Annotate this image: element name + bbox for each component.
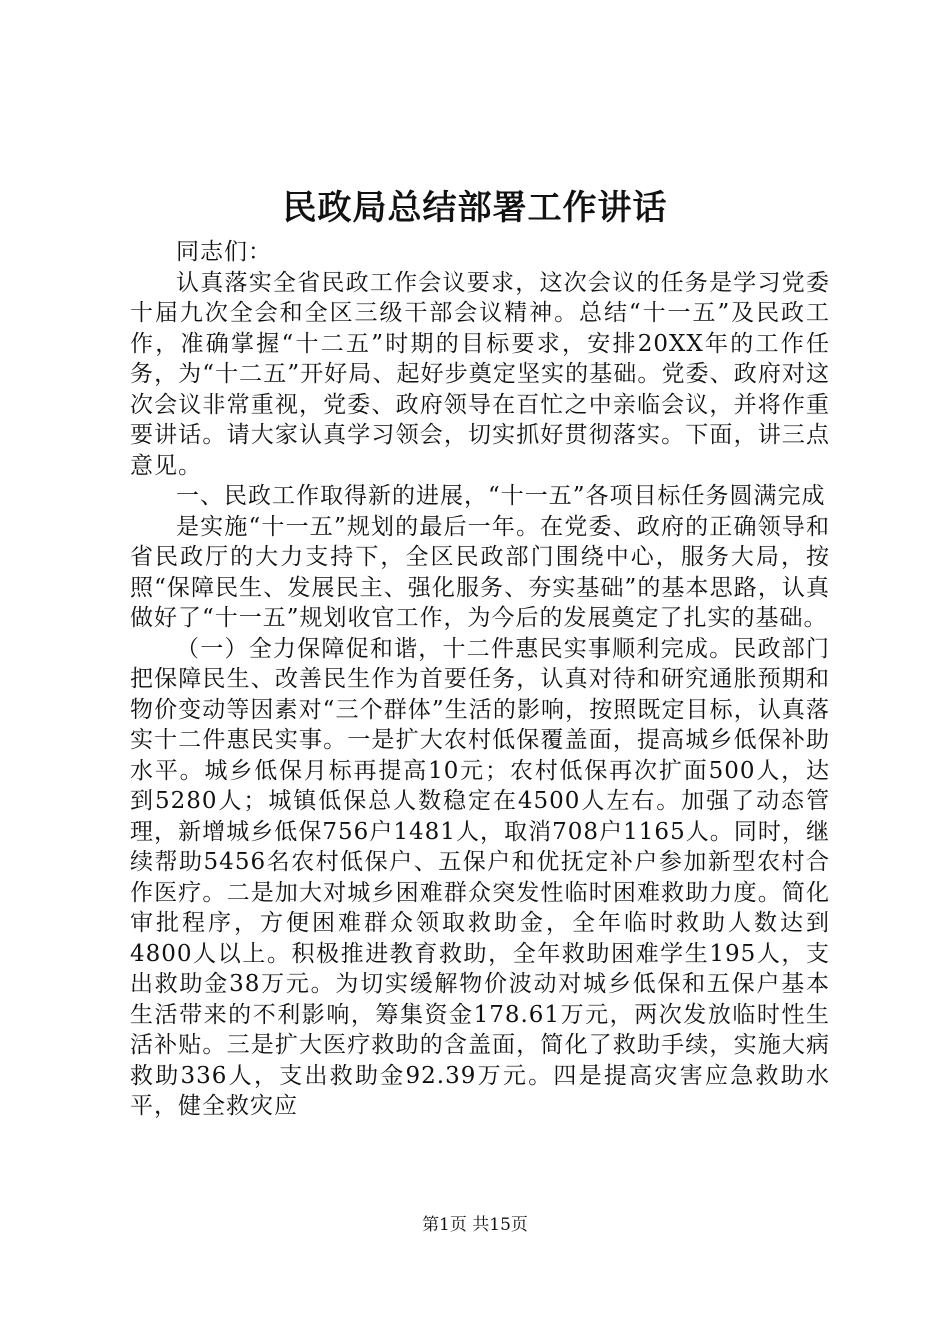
page-footer (0, 1213, 950, 1237)
paragraph-intro: 认真落实全省民政工作会议要求，这次会议的任务是学习党委十届九次全会和全区三级干部会议精神。总结“十一五”及民政工作，准确掌握“十二五”时期的目标要求，安排20XX年的工作任务，为“十二五”开好局、起好步奠定坚实的基础。党委、政府对这次会议非常重视，党委、政府领导在百忙之中亲临会议，并将作重要讲话。请大家认真学习领会，切实抓好贯彻落实。下面，讲三点意见。 (130, 269, 830, 479)
document-body (130, 237, 830, 1122)
page-number: 第1页 (422, 1215, 467, 1235)
document-title: 民政局总结部署工作讲话 (282, 188, 668, 228)
paragraph-summary: 是实施“十一五”规划的最后一年。在党委、政府的正确领导和省民政厅的大力支持下，全区民政部门围绕中心，服务大局，按照“保障民生、发展民主、强化服务、夯实基础”的基本思路，认真做好了“十一五”规划收官工作，为今后的发展奠定了扎实的基础。 (130, 513, 830, 631)
section-heading-1: 一、民政工作取得新的进展，“十一五”各项目标任务圆满完成 (176, 483, 826, 509)
paragraph-subsection-1: （一）全力保障促和谐，十二件惠民实事顺利完成。民政部门把保障民生、改善民生作为首要任务，认真对待和研究通胀预期和物价变动等因素对“三个群体”生活的影响，按照既定目标，认真落实十二件惠民实事。一是扩大农村低保覆盖面，提高城乡低保补助水平。城乡低保月标再提高10元；农村低保再次扩面500人，达到5280人；城镇低保总人数稳定在4500人左右。加强了动态管理，新增城乡低保756户1481人，取消708户1165人。同时，继续帮助5456名农村低保户、五保户和优抚定补户参加新型农村合作医疗。二是加大对城乡困难群众突发性临时困难救助力度。简化审批程序，方便困难群众领取救助金，全年临时救助人数达到4800人以上。积极推进教育救助，全年救助困难学生195人，支出救助金38万元。为切实缓解物价波动对城乡低保和五保户基本生活带来的不利影响，筹集资金178.61万元，两次发放临时性生活补贴。三是扩大医疗救助的含盖面，简化了救助手续，实施大病救助336人，支出救助金92.39万元。四是提高灾害应急救助水平，健全救灾应 (130, 635, 830, 1119)
page-total: 共15页 (472, 1215, 528, 1235)
salutation: 同志们： (176, 239, 272, 265)
